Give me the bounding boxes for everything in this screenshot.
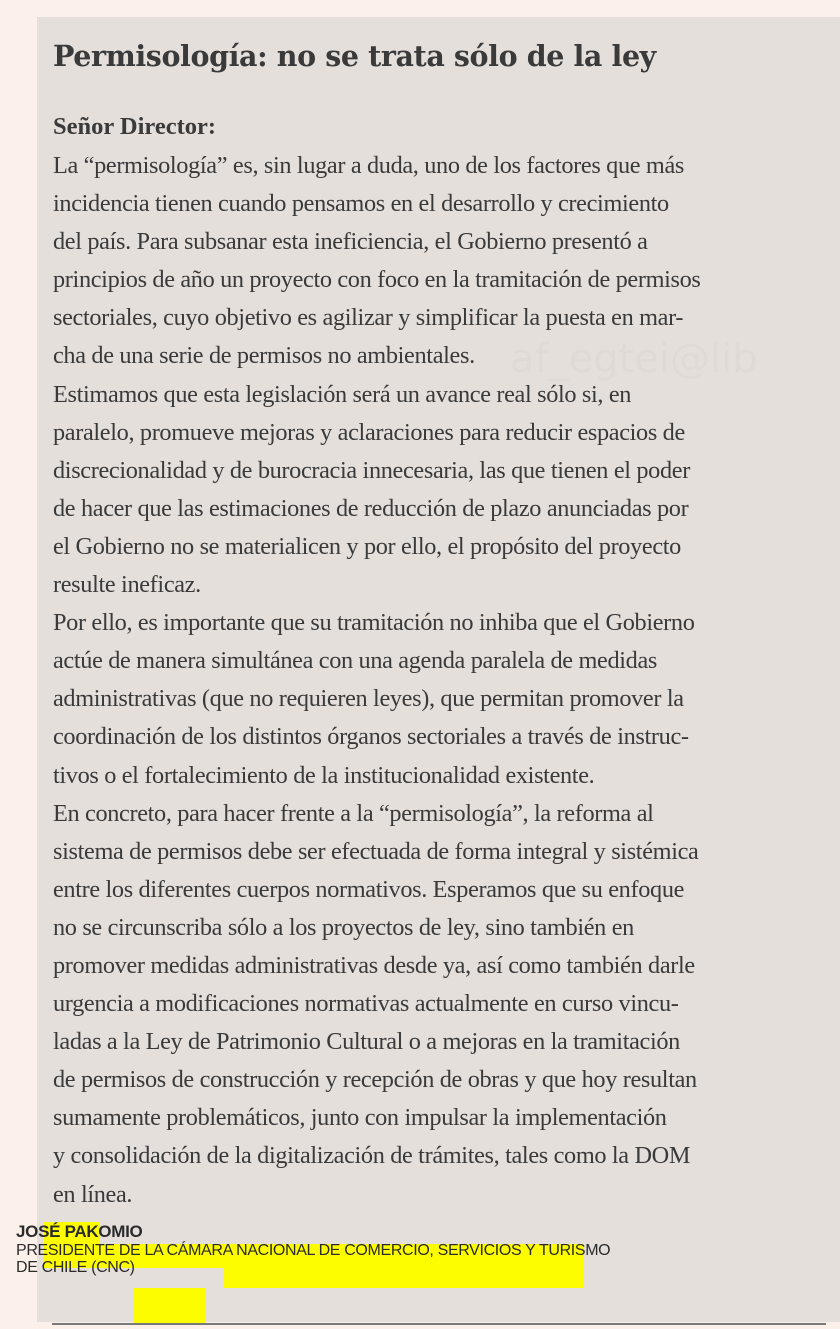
body-line: Por ello, es importante que su tramitación no inhiba que el Gobierno [53,609,695,637]
body-line: promover medidas administrativas desde ya, así como también darle [53,951,695,979]
body-line: del país. Para subsanar esta ineficiencia, el Gobierno presentó a [53,228,648,256]
body-line: sumamente problemáticos, junto con impulsar la implementación [53,1104,667,1132]
body-line: incidencia tienen cuando pensamos en el desarrollo y crecimiento [53,190,669,218]
body-line: tivos o el fortalecimiento de la institucionalidad existente. [53,761,595,789]
body-line: Estimamos que esta legislación será un avance real sólo si, en [53,380,632,408]
body-line: de hacer que las estimaciones de reducción de plazo anunciadas por [53,494,689,522]
letter-box [37,17,840,1322]
body-line: paralelo, promueve mejoras y aclaraciones para reducir espacios de [53,418,685,446]
body-line: urgencia a modificaciones normativas actualmente en curso vincu- [53,990,679,1018]
highlight-mark [133,1288,205,1324]
body-line: administrativas (que no requieren leyes), que permitan promover la [53,685,684,713]
signature-role-line-1: PRESIDENTE DE LA CÁMARA NACIONAL DE COMERCIO, SERVICIOS Y TURISMO [16,1242,611,1259]
body-line: discrecionalidad y de burocracia innecesaria, las que tienen el poder [53,456,690,484]
signature-role-line-2: DE CHILE (CNC) [16,1259,135,1276]
body-line: La “permisología” es, sin lugar a duda, uno de los factores que más [53,152,685,179]
signature-name: JOSÉ PAKOMIO [16,1222,143,1241]
watermark-graphic: af_egtei@lib [510,336,758,382]
body-line: el Gobierno no se materialicen y por ello, el propósito del proyecto [53,532,681,560]
body-line: de permisos de construcción y recepción de obras y que hoy resultan [53,1066,697,1094]
body-line: ladas a la Ley de Patrimonio Cultural o a mejoras en la tramitación [53,1028,680,1056]
body-line: y consolidación de la digitalización de trámites, tales como la DOM [53,1142,691,1170]
body-line: actúe de manera simultánea con una agenda paralela de medidas [53,647,657,675]
letter-body [53,147,840,1214]
body-line: principios de año un proyecto con foco en la tramitación de permisos [53,266,701,294]
body-line: resulte ineficaz. [53,571,201,599]
body-line: sectoriales, cuyo objetivo es agilizar y simplificar la puesta en mar- [53,304,684,332]
body-line: cha de una serie de permisos no ambientales. [53,342,475,370]
body-line: entre los diferentes cuerpos normativos. Esperamos que su enfoque [53,875,685,903]
letter-title: Permisología: no se trata sólo de la ley [53,39,656,73]
body-line: en línea. [53,1180,133,1208]
body-line: coordinación de los distintos órganos sectoriales a través de instruc- [53,723,689,751]
body-line: En concreto, para hacer frente a la “permisología”, la reforma al [53,799,654,827]
bottom-divider [52,1323,826,1325]
signature-block [16,1222,610,1276]
body-line: no se circunscriba sólo a los proyectos de ley, sino también en [53,913,634,941]
body-line: sistema de permisos debe ser efectuada de forma integral y sistémica [53,837,699,865]
letter-salutation: Señor Director: [53,113,217,140]
